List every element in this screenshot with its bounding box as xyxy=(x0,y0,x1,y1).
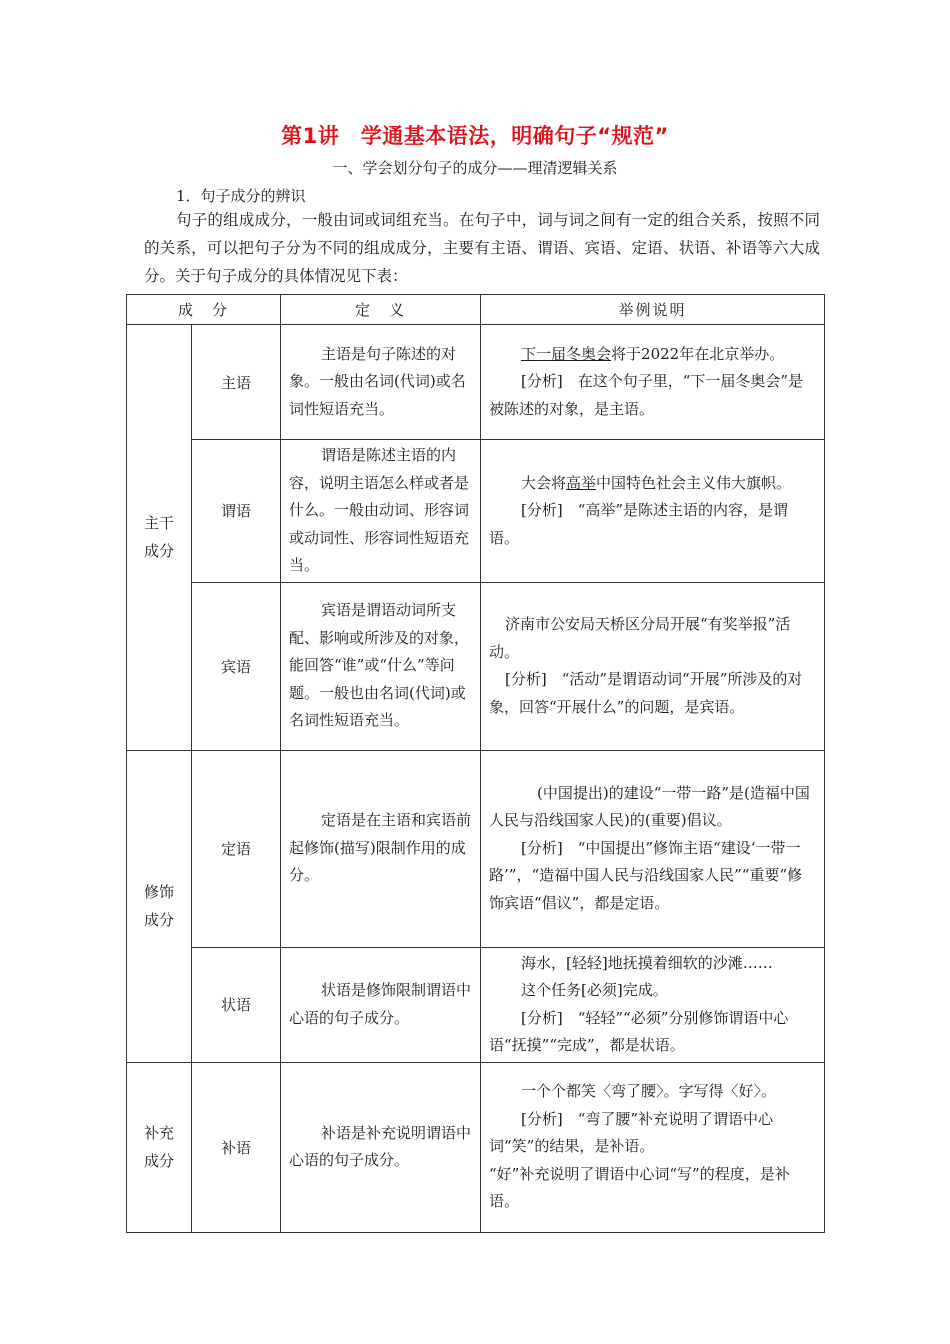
component-definition: 主语是句子陈述的对象。一般由名词(代词)或名词性短语充当。 xyxy=(281,325,481,440)
table-row xyxy=(127,325,825,440)
table-row xyxy=(127,440,825,583)
table-row xyxy=(127,947,825,1062)
example-text: 将于2022年在北京举办。 xyxy=(611,344,785,363)
category-cell-main xyxy=(127,325,192,751)
table-row xyxy=(127,750,825,947)
component-definition: 宾语是谓语动词所支配、影响或所涉及的对象，能回答“谁”或“什么”等问题。一般也由名词(代词)或名词性短语充当。 xyxy=(281,582,481,750)
category-cell-modifier xyxy=(127,750,192,1062)
component-name: 主语 xyxy=(192,325,281,440)
example-analysis: [分析] 在这个句子里，“下一届冬奥会”是被陈述的对象，是主语。 xyxy=(489,372,804,418)
table-header-row xyxy=(127,295,825,325)
example-text: 济南市公安局天桥区分局开展“有奖举报”活动。 xyxy=(489,615,791,661)
category-cell-supplement xyxy=(127,1062,192,1232)
example-analysis-2: “好”补充说明了谓语中心词“写”的程度，是补语。 xyxy=(489,1164,790,1211)
component-definition: 状语是修饰限制谓语中心语的句子成分。 xyxy=(281,947,481,1062)
sentence-components-table xyxy=(126,294,825,1233)
category-label: 主干成分 xyxy=(143,514,174,561)
component-example xyxy=(481,947,825,1062)
example-analysis: [分析] “轻轻”“必须”分别修饰谓语中心语“抚摸”“完成”，都是状语。 xyxy=(489,1008,789,1054)
example-text: 中国特色社会主义伟大旗帜。 xyxy=(596,473,792,492)
example-analysis: [分析] “高举”是陈述主语的内容，是谓语。 xyxy=(489,501,789,547)
intro-paragraph: 句子的组成成分，一般由词或词组充当。在句子中，词与词之间有一定的组合关系，按照不同的关系，可以把句子分为不同的组成成分，主要有主语、谓语、宾语、定语、状语、补语等六大成分。关于句子成分的具体情况见下表： xyxy=(144,211,820,285)
example-underlined: 下一届冬奥会 xyxy=(521,344,612,363)
component-name: 定语 xyxy=(192,750,281,947)
component-definition: 定语是在主语和宾语前起修饰(描写)限制作用的成分。 xyxy=(281,750,481,947)
header-definition: 定 义 xyxy=(281,295,481,325)
subsection-heading: 1．句子成分的辨识 xyxy=(176,187,306,205)
component-example xyxy=(481,1062,825,1232)
component-definition: 谓语是陈述主语的内容，说明主语怎么样或者是什么。一般由动词、形容词或动词性、形容词性短语充当。 xyxy=(281,440,481,583)
example-analysis: [分析] “中国提出”修饰主语“建设‘一带一路’”，“造福中国人民与沿线国家人民”“重要”修饰宾语“倡议”，都是定语。 xyxy=(489,838,803,912)
header-example: 举例说明 xyxy=(481,295,825,325)
category-label: 补充成分 xyxy=(143,1124,174,1170)
example-underlined: 高举 xyxy=(566,473,597,492)
example-analysis: [分析] “弯了腰”补充说明了谓语中心词“笑”的结果，是补语。 xyxy=(489,1109,774,1156)
component-name: 状语 xyxy=(192,947,281,1062)
component-example xyxy=(481,750,825,947)
example-text-before: 大会将 xyxy=(521,473,567,492)
example-analysis: [分析] “活动”是谓语动词“开展”所涉及的对象，回答“开展什么”的问题，是宾语。 xyxy=(489,670,803,716)
component-definition: 补语是补充说明谓语中心语的句子成分。 xyxy=(281,1062,481,1232)
category-label: 修饰成分 xyxy=(143,883,174,929)
example-text: 一个个都笑〈弯了腰〉。字写得〈好〉。 xyxy=(521,1082,777,1101)
lesson-title: 第1讲 学通基本语法，明确句子“规范” xyxy=(281,124,669,148)
example-text: (中国提出)的建设“一带一路”是(造福中国人民与沿线国家人民)的(重要)倡议。 xyxy=(489,783,810,830)
component-example xyxy=(481,582,825,750)
example-text-2: 这个任务[必须]完成。 xyxy=(521,981,668,999)
header-component: 成 分 xyxy=(127,295,281,325)
component-name: 宾语 xyxy=(192,582,281,750)
table-row xyxy=(127,1062,825,1232)
component-example xyxy=(481,440,825,583)
example-text: 海水，[轻轻]地抚摸着细软的沙滩…… xyxy=(521,953,773,972)
component-name: 谓语 xyxy=(192,440,281,583)
table-row xyxy=(127,582,825,750)
component-example xyxy=(481,325,825,440)
component-name: 补语 xyxy=(192,1062,281,1232)
section-subtitle: 一、学会划分句子的成分——理清逻辑关系 xyxy=(332,159,618,177)
